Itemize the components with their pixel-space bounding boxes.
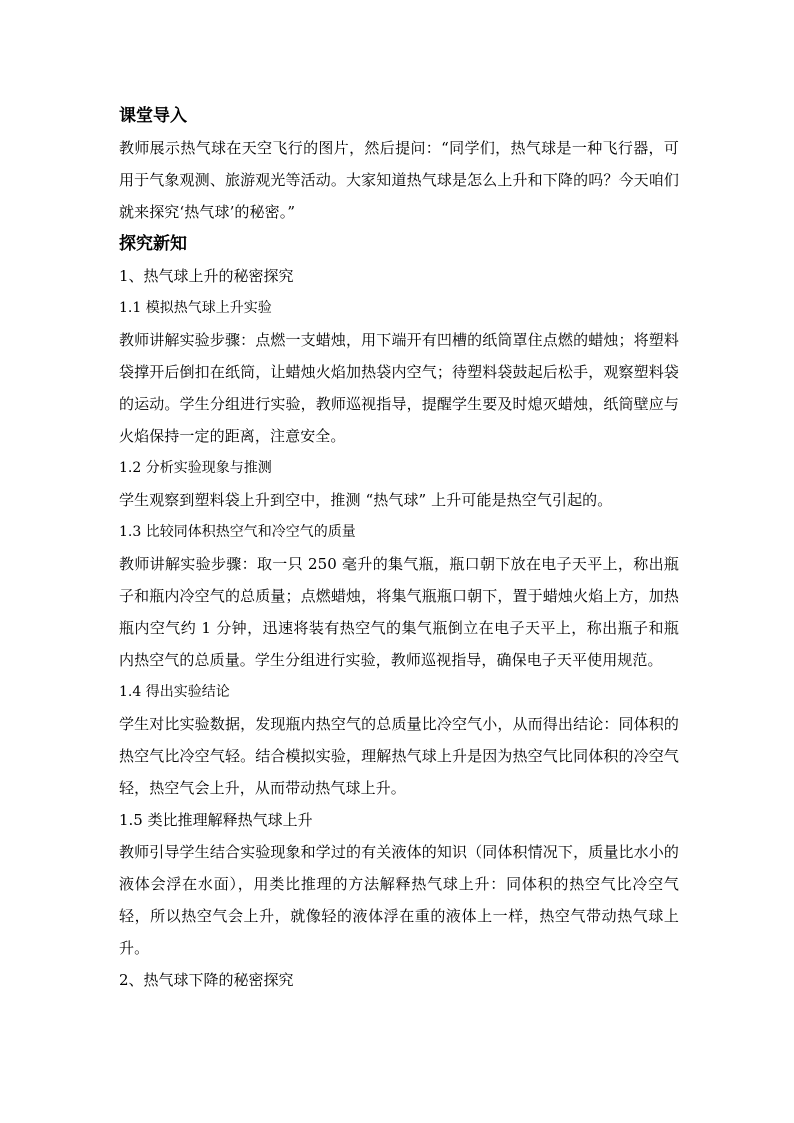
section-1-1-paragraph: 教师讲解实验步骤：点燃一支蜡烛，用下端开有凹槽的纸筒罩住点燃的蜡烛；将塑料袋撑开后倒扣在纸筒，让蜡烛火焰加热袋内空气；待塑料袋鼓起后松手，观察塑料袋的运动。学生分组进行实验，教师巡视指导，提醒学生要及时熄灭蜡烛，纸筒壁应与火焰保持一定的距离，注意安全。 — [119, 331, 679, 445]
document-page — [119, 100, 679, 996]
section-1-4-title: 1.4 得出实验结论 — [119, 684, 230, 700]
section-1-title: 1、热气球上升的秘密探究 — [119, 267, 294, 285]
section-1-3-paragraph: 教师讲解实验步骤：取一只 250 毫升的集气瓶，瓶口朝下放在电子天平上，称出瓶子和瓶内冷空气的总质量；点燃蜡烛，将集气瓶瓶口朝下，置于蜡烛火焰上方，加热瓶内空气约 1 分钟，迅速将装有热空气的集气瓶倒立在电子天平上，称出瓶子和瓶内热空气的总质量。学生分组进行实验，教师巡视指导，确保电子天平使用规范。 — [119, 555, 679, 669]
section-1-2-title: 1.2 分析实验现象与推测 — [119, 460, 272, 476]
section-1-1-title: 1.1 模拟热气球上升实验 — [119, 300, 272, 316]
intro-paragraph: 教师展示热气球在天空飞行的图片，然后提问：“同学们，热气球是一种飞行器，可用于气象观测、旅游观光等活动。大家知道热气球是怎么上升和下降的吗？今天咱们就来探究‘热气球’的秘密。” — [119, 139, 679, 221]
section-1-2-paragraph: 学生观察到塑料袋上升到空中，推测 “热气球” 上升可能是热空气引起的。 — [119, 491, 613, 509]
section-1-5-paragraph: 教师引导学生结合实验现象和学过的有关液体的知识（同体积情况下，质量比水小的液体会浮在水面），用类比推理的方法解释热气球上升：同体积的热空气比冷空气轻，所以热空气会上升，就像轻的液体浮在重的液体上一样，热空气带动热气球上升。 — [119, 843, 679, 957]
section-1-4-paragraph: 学生对比实验数据，发现瓶内热空气的总质量比冷空气小，从而得出结论：同体积的热空气比冷空气轻。结合模拟实验，理解热气球上升是因为热空气比同体积的冷空气轻，热空气会上升，从而带动热气球上升。 — [119, 715, 679, 797]
heading-explore-new: 探究新知 — [119, 234, 187, 254]
heading-class-intro: 课堂导入 — [119, 106, 187, 126]
section-1-5-title: 1.5 类比推理解释热气球上升 — [119, 811, 313, 829]
section-1-3-title: 1.3 比较同体积热空气和冷空气的质量 — [119, 524, 356, 540]
section-2-title: 2、热气球下降的秘密探究 — [119, 971, 294, 989]
